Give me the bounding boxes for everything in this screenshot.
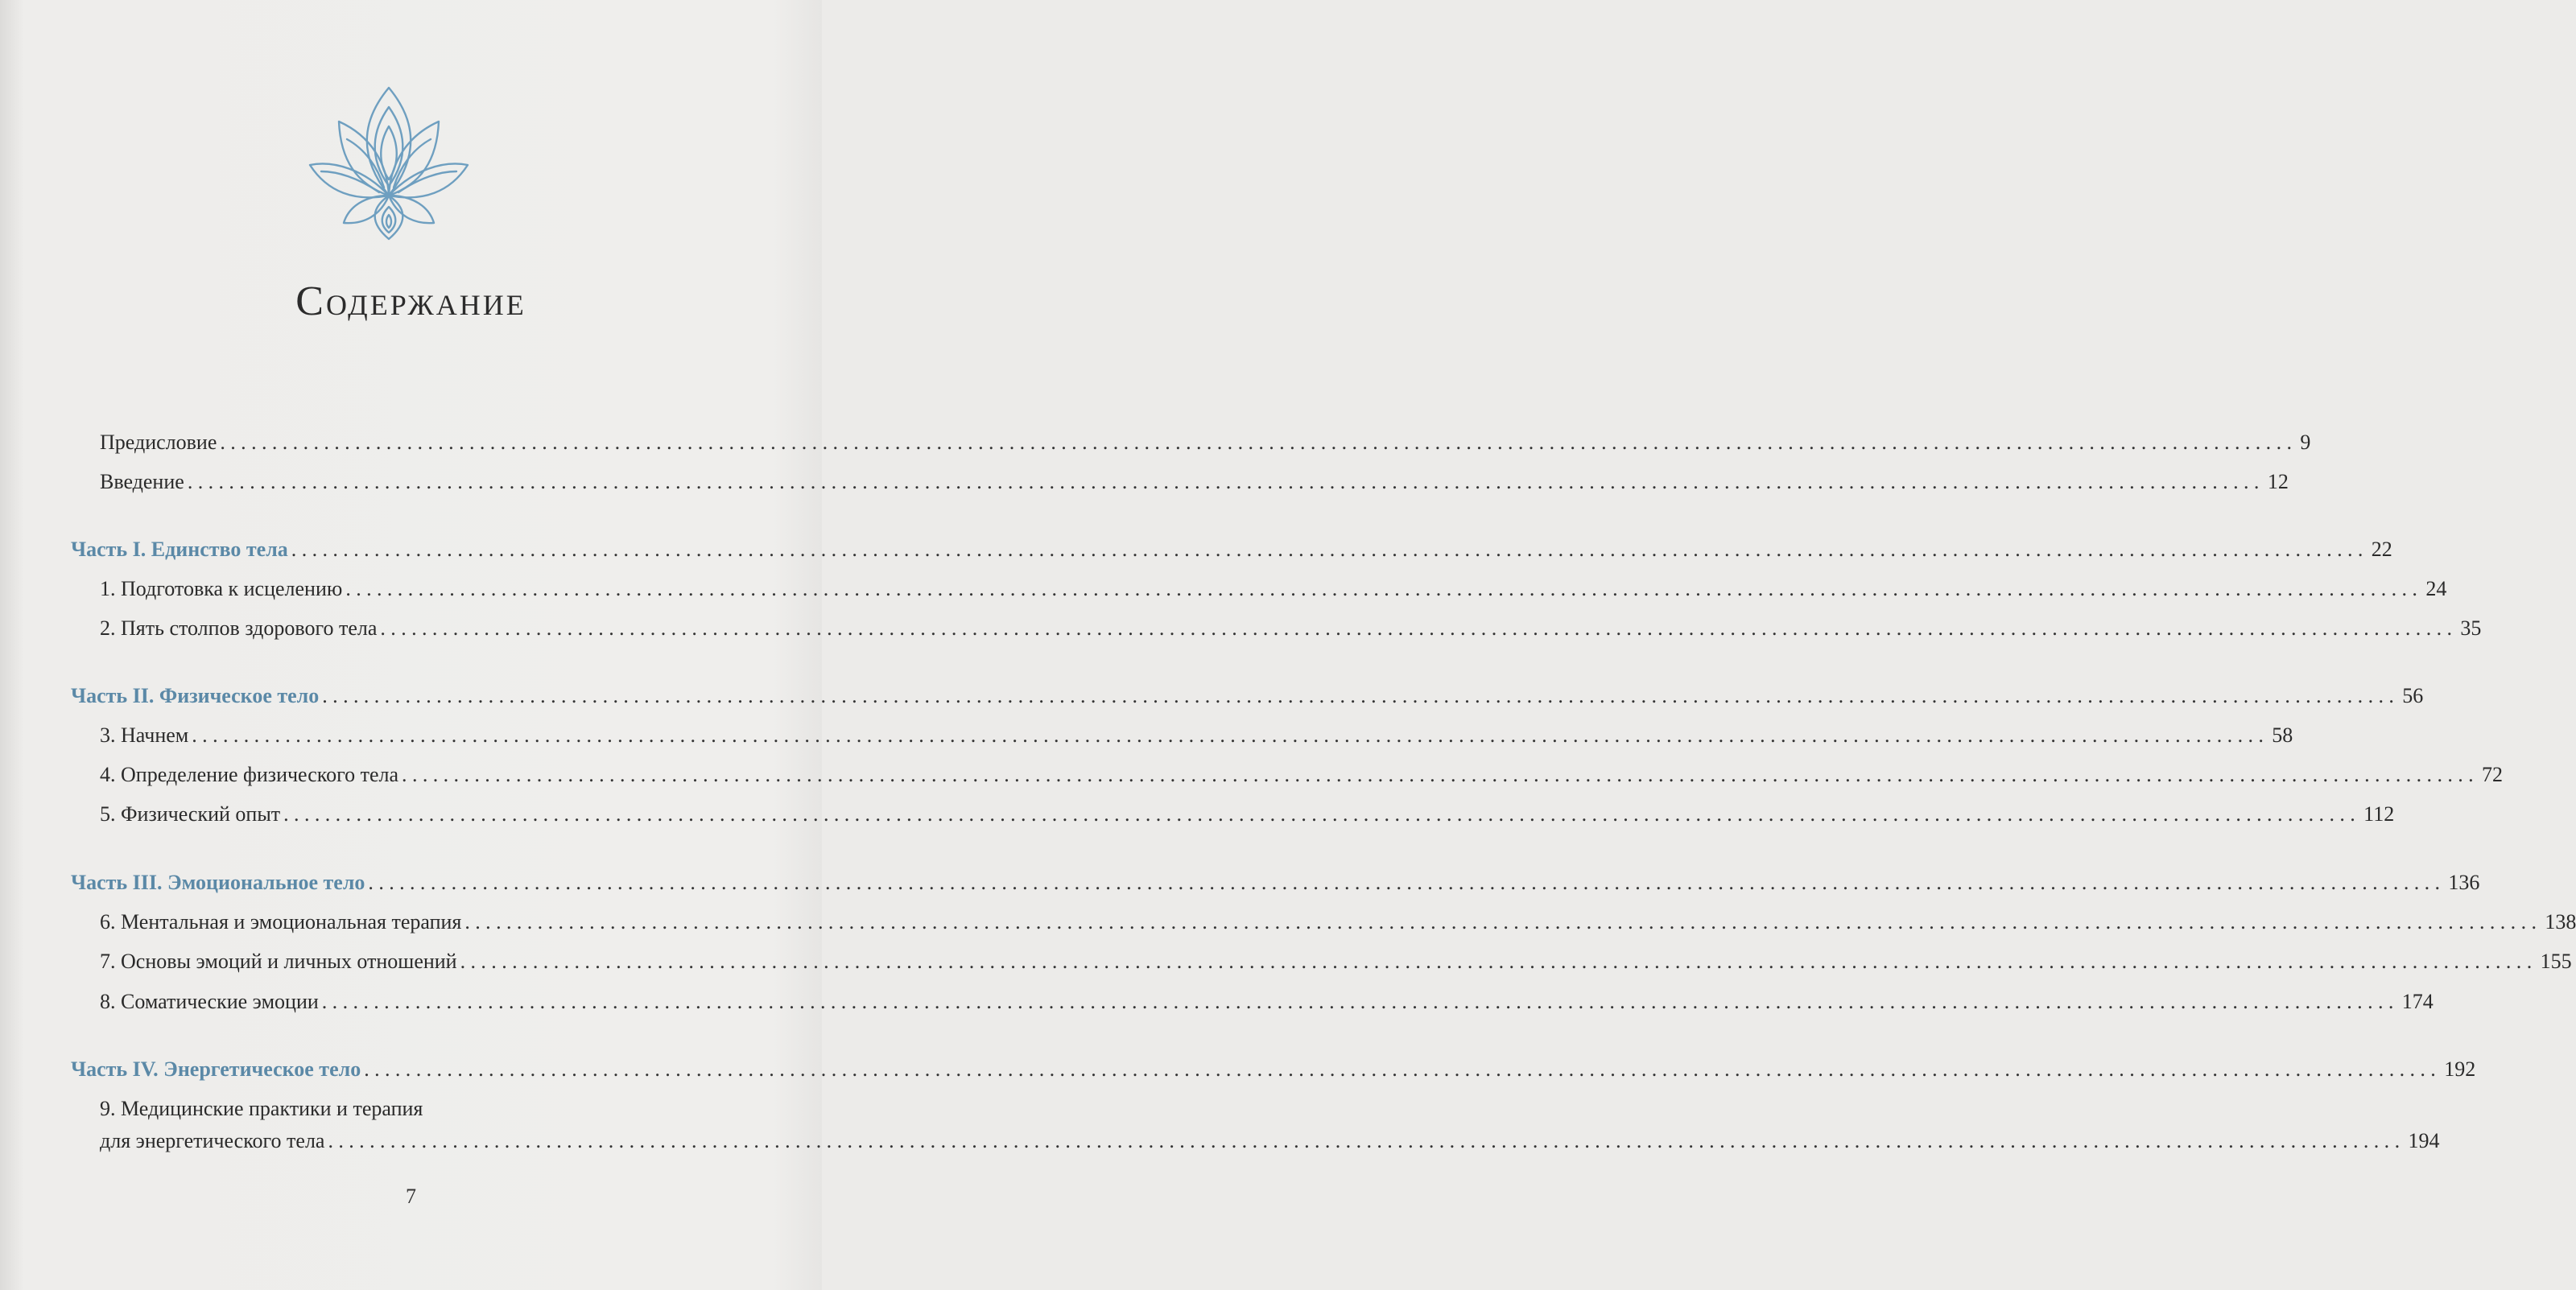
toc-entry-page: 155 (2540, 950, 2572, 973)
toc-leader-dots: ........................................................................................................................................................................................................ (402, 763, 2479, 786)
toc-entry-line: 9. Медицинские практики и терапия (100, 1097, 423, 1120)
toc-entry (100, 616, 2482, 641)
toc-entry-page: 136 (2448, 871, 2480, 894)
toc-leader-dots: ........................................................................................................................................................................................................ (283, 802, 2361, 826)
toc-entry-label: 3. Начнем (100, 723, 189, 747)
toc-leader-dots: ........................................................................................................................................................................................................ (460, 950, 2537, 973)
toc-entry (100, 802, 2395, 827)
toc-leader-dots: ........................................................................................................................................................................................................ (322, 684, 2400, 707)
toc-entry (100, 909, 2576, 935)
toc-entry-page: 138 (2545, 910, 2576, 933)
toc-entry-page: 58 (2272, 723, 2293, 747)
page-title: Содержание (295, 278, 526, 324)
toc-leader-dots: ........................................................................................................................................................................................................ (220, 431, 2297, 454)
toc-entry-label: 1. Подготовка к исцелению (100, 577, 343, 600)
toc-leader-dots: ........................................................................................................................................................................................................ (192, 723, 2269, 747)
toc-entry-label: Введение (100, 470, 184, 493)
toc-entry-label: Часть II. Физическое тело (71, 684, 320, 707)
toc-entry-page: 12 (2267, 470, 2289, 493)
toc-part-heading (71, 870, 2480, 896)
toc-entry-label: 8. Соматические эмоции (100, 990, 319, 1013)
toc-entry-page: 194 (2408, 1129, 2440, 1152)
toc-entry (100, 723, 2293, 748)
toc-leader-dots: ........................................................................................................................................................................................................ (364, 1057, 2442, 1081)
toc-entry (100, 576, 2447, 602)
toc-entry (100, 469, 2289, 495)
toc-entry-label: 2. Пять столпов здорового тела (100, 616, 378, 640)
page-number: 7 (406, 1185, 416, 1208)
toc-entry-page: 56 (2402, 684, 2424, 707)
toc-leader-dots: ........................................................................................................................................................................................................ (464, 910, 2542, 933)
toc-entry-label: Часть I. Единство тела (71, 538, 288, 561)
toc-part-heading (71, 1057, 2476, 1082)
toc-entry-page: 22 (2371, 538, 2392, 561)
toc-entry-label: 5. Физический опыт (100, 802, 281, 826)
toc-entry-page: 9 (2300, 431, 2311, 454)
toc-leader-dots: ........................................................................................................................................................................................................ (380, 616, 2458, 640)
toc-entry (100, 949, 2572, 975)
toc-leader-dots: ........................................................................................................................................................................................................ (291, 538, 2368, 561)
toc-entry-label: 7. Основы эмоций и личных отношений (100, 950, 457, 973)
toc-entry-label: 4. Определение физического тела (100, 763, 399, 786)
toc-entry-page: 24 (2425, 577, 2447, 600)
toc-entry (100, 989, 2434, 1015)
toc-leader-dots: ........................................................................................................................................................................................................ (368, 871, 2446, 894)
toc-entry-page: 112 (2363, 802, 2395, 826)
toc-entry-label: Часть III. Эмоциональное тело (71, 871, 365, 894)
toc-entry (100, 1128, 2440, 1154)
toc-part-heading (71, 683, 2424, 709)
toc-leader-dots: ........................................................................................................................................................................................................ (187, 470, 2264, 493)
toc-part-heading (71, 537, 2392, 563)
toc-entry-label: Часть IV. Энергетическое тело (71, 1057, 361, 1081)
toc-entry-page: 174 (2401, 990, 2434, 1013)
toc-entry-label: Предисловие (100, 431, 217, 454)
toc-leader-dots: ........................................................................................................................................................................................................ (345, 577, 2423, 600)
toc-leader-dots: ........................................................................................................................................................................................................ (321, 990, 2399, 1013)
toc-entry-page: 72 (2482, 763, 2504, 786)
toc-entry-page: 35 (2460, 616, 2482, 640)
toc-entry-page: 192 (2444, 1057, 2476, 1081)
toc-entry-label: 6. Ментальная и эмоциональная терапия (100, 910, 462, 933)
toc-entry (100, 430, 2311, 455)
toc-leader-dots: ........................................................................................................................................................................................................ (328, 1129, 2405, 1152)
toc-entry-label: для энергетического тела (100, 1129, 325, 1152)
toc-entry (100, 762, 2504, 788)
